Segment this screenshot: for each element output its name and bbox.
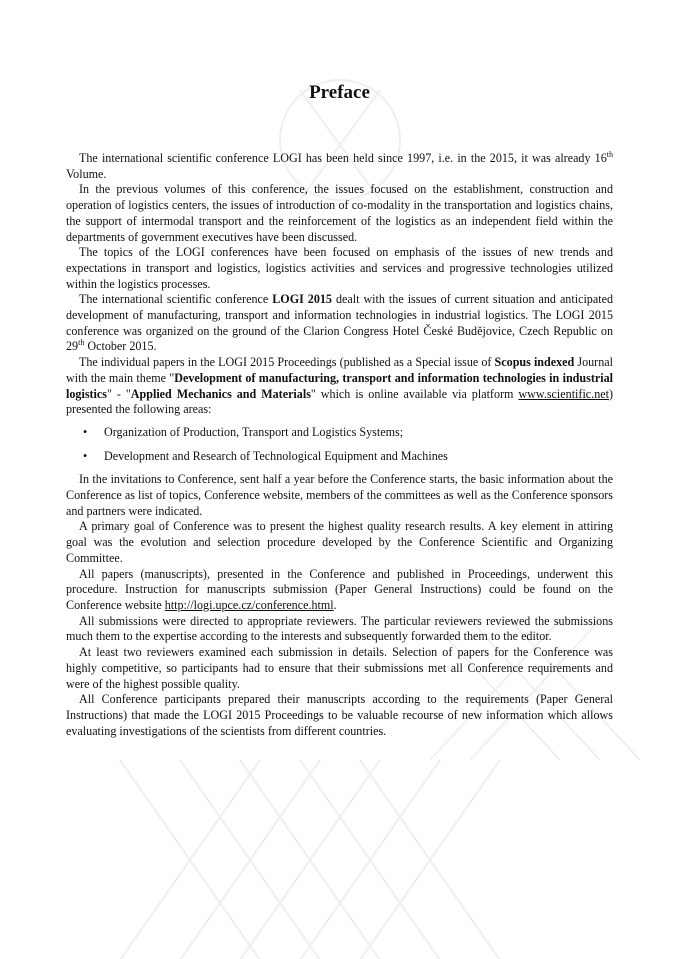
p4-superscript: th xyxy=(78,338,85,348)
scientific-net-link[interactable]: www.scientific.net xyxy=(518,386,609,401)
p4-text: The international scientific conference xyxy=(79,292,273,307)
conference-website-link[interactable]: http://logi.upce.cz/conference.html xyxy=(164,597,334,612)
paragraph-1 xyxy=(66,151,613,182)
p5-text-4: " which is online available via platform xyxy=(310,386,519,401)
p1-text: The international scientific conference LOGI has been held since 1997, i.e. in the 2015, it was already 16 xyxy=(79,151,607,165)
paragraph-6: In the invitations to Conference, sent half a year before the Conference starts, the basic information about the Conference as list of topics, Conference website, members of the committees as well as the Conference sponsors and partners were indicated. xyxy=(66,472,613,518)
page-title: Preface xyxy=(309,82,370,103)
p8-text-end: . xyxy=(333,597,337,612)
paragraph-2: In the previous volumes of this conference, the issues focused on the establishment, construction and operation of logistics centers, the issues of introduction of co-modality in the transportation and logistics chains, the support of intermodal transport and the reinforcement of the logistics as an independent field within the departments of government executives have been discussed. xyxy=(66,182,613,244)
list-item-text: Development and Research of Technological Equipment and Machines xyxy=(104,448,448,463)
p5-bold-journal: Applied Mechanics and Materials xyxy=(130,386,311,401)
paragraph-10: At least two reviewers examined each submission in details. Selection of papers for the Conference was highly competitive, so participants had to ensure that their submissions met all Conference requirements and were of the highest possible quality. xyxy=(66,645,613,691)
preface-body xyxy=(66,151,613,739)
areas-list xyxy=(66,425,613,464)
bullet-icon: • xyxy=(83,424,88,439)
p5-bold-scopus: Scopus indexed xyxy=(494,355,575,370)
p8-text: All papers (manuscripts), presented in the Conference and published in Proceedings, underwent this procedure. Instruction for manuscripts submission (Paper General Instructions) could be found on the Conference website xyxy=(66,566,613,612)
paragraph-4 xyxy=(66,292,613,355)
list-item xyxy=(66,425,613,441)
p1-text-end: Volume. xyxy=(66,166,107,181)
p4-bold-logi: LOGI 2015 xyxy=(272,292,332,307)
list-item-text: Organization of Production, Transport and Logistics Systems; xyxy=(104,424,404,439)
p5-bold-theme: Development of manufacturing, transport and information technologies in industrial logistics xyxy=(66,370,613,401)
p4-text-end: October 2015. xyxy=(84,339,157,354)
paragraph-5 xyxy=(66,355,613,418)
paragraph-7: A primary goal of Conference was to present the highest quality research results. A key element in attiring goal was the evolution and selection procedure developed by the Conference Scientific and Organizing Committee. xyxy=(66,519,613,565)
p5-text-2: Journal with the main theme " xyxy=(66,355,613,385)
paragraph-8 xyxy=(66,567,613,614)
p5-text: The individual papers in the LOGI 2015 Proceedings (published as a Special issue of xyxy=(79,355,495,370)
p1-superscript: th xyxy=(606,149,613,159)
paragraph-3: The topics of the LOGI conferences have been focused on emphasis of the issues of new trends and expectations in transport and logistics, logistics activities and services and progressive technologies utilized within the logistics processes. xyxy=(66,245,613,291)
paragraph-9: All submissions were directed to appropriate reviewers. The particular reviewers reviewed the submissions much them to the expertise according to the interests and subsequently forwarded them to the editor. xyxy=(66,613,613,644)
list-item xyxy=(66,449,613,465)
p5-text-3: " - " xyxy=(106,386,131,401)
bullet-icon: • xyxy=(83,448,88,463)
p4-text-mid: dealt with the issues of current situation and anticipated development of manufacturing, transport and information technologies in industrial logistics. The LOGI 2015 conference was organized on the ground of the Clarion Congress Hotel České Budějovice, Czech Republic on 29 xyxy=(66,292,613,354)
paragraph-11: All Conference participants prepared their manuscripts according to the requirements (Paper General Instructions) that made the LOGI 2015 Proceedings to be valuable recourse of new information which allows evaluating investigations of the scientists from different countries. xyxy=(66,692,613,738)
p5-text-end: ) presented the following areas: xyxy=(66,386,613,417)
